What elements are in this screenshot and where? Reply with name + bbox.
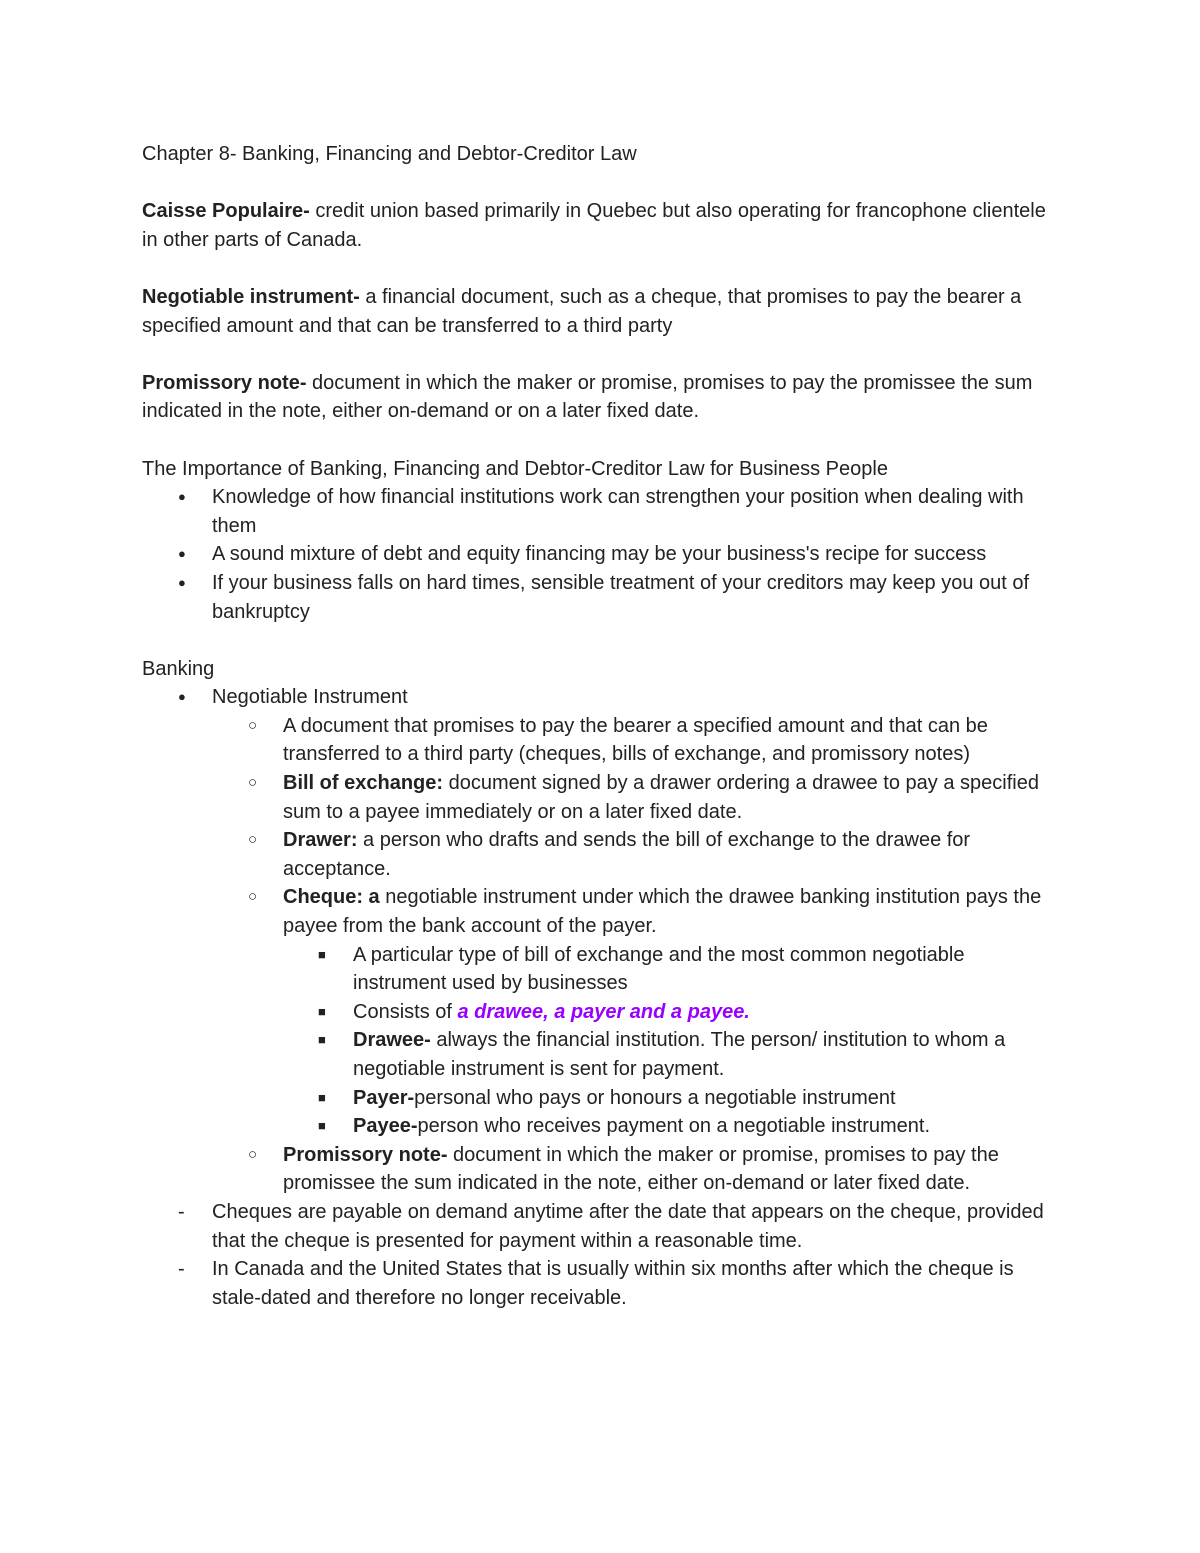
circle-bullet-icon: ○: [248, 1145, 258, 1163]
list-item: ■ Payer-personal who pays or honours a negotiable instrument: [142, 1084, 1062, 1113]
list-item: ○ Promissory note- document in which the maker or promise, promises to pay the promissee the sum indicated in the note, either on-demand or later fixed date.: [142, 1141, 1062, 1198]
list-item: ● Negotiable Instrument: [142, 683, 1062, 712]
list-item: ■ Payee-person who receives payment on a negotiable instrument.: [142, 1112, 1062, 1141]
disc-bullet-icon: ●: [178, 689, 186, 705]
square-bullet-icon: ■: [318, 946, 326, 962]
definition-text: document in which the maker or promise, promises to pay the promissee the sum indicated in the note, either on-demand or on a later fixed date.: [142, 371, 1033, 423]
highlighted-text: a drawee, a payer and a payee.: [457, 1000, 750, 1023]
definition-text: credit union based primarily in Quebec but also operating for francophone clientele in other parts of Canada.: [142, 200, 1046, 251]
circle-bullet-icon: ○: [248, 888, 258, 906]
disc-bullet-icon: ●: [178, 574, 186, 590]
list-item: - In Canada and the United States that is usually within six months after which the cheque is stale-dated and therefore no longer receivable.: [142, 1255, 1062, 1312]
list-item: ■ Consists of a drawee, a payer and a payee.: [142, 998, 1062, 1027]
square-bullet-icon: ■: [318, 1118, 326, 1134]
definition-negotiable-instrument: [142, 283, 1062, 340]
list-item: ● A sound mixture of debt and equity financing may be your business's recipe for success: [142, 540, 1062, 569]
square-bullet-icon: ■: [318, 1003, 326, 1019]
circle-bullet-icon: ○: [248, 774, 258, 792]
definition-promissory-note: [142, 369, 1062, 426]
list-item: ○ A document that promises to pay the bearer a specified amount and that can be transferred to a third party (cheques, bills of exchange, and promissory notes): [142, 712, 1062, 769]
list-item: ● If your business falls on hard times, sensible treatment of your creditors may keep you out of bankruptcy: [142, 569, 1062, 626]
list-item: ○ Drawer: a person who drafts and sends the bill of exchange to the drawee for acceptance.: [142, 826, 1062, 883]
disc-bullet-icon: ●: [178, 489, 186, 505]
list-item: ○ Bill of exchange: document signed by a drawer ordering a drawee to pay a specified sum to a payee immediately or on a later fixed date.: [142, 769, 1062, 826]
square-bullet-icon: ■: [318, 1089, 326, 1105]
disc-bullet-icon: ●: [178, 546, 186, 562]
importance-heading: The Importance of Banking, Financing and Debtor-Creditor Law for Business People: [142, 457, 888, 480]
dash-bullet-icon: -: [178, 1258, 185, 1281]
list-item: ■ Drawee- always the financial institution. The person/ institution to whom a negotiable instrument is sent for payment.: [142, 1026, 1062, 1083]
document-page: [142, 140, 1062, 1312]
circle-bullet-icon: ○: [248, 831, 258, 849]
list-item: ○ Cheque: a negotiable instrument under which the drawee banking institution pays the payee from the bank account of the payer.: [142, 883, 1062, 940]
dash-bullet-icon: -: [178, 1200, 185, 1223]
page-title: Chapter 8- Banking, Financing and Debtor-Creditor Law: [142, 143, 637, 165]
definition-text: a financial document, such as a cheque, that promises to pay the bearer a specified amount and that can be transferred to a third party: [142, 285, 1022, 337]
list-item: ● Knowledge of how financial institutions work can strengthen your position when dealing with them: [142, 483, 1062, 540]
list-item: - Cheques are payable on demand anytime after the date that appears on the cheque, provided that the cheque is presented for payment within a reasonable time.: [142, 1198, 1062, 1255]
banking-heading: Banking: [142, 657, 215, 680]
definition-term: Caisse Populaire-: [142, 200, 310, 223]
square-bullet-icon: ■: [318, 1032, 326, 1048]
definition-term: Negotiable instrument-: [142, 285, 360, 308]
list-item: ■ A particular type of bill of exchange and the most common negotiable instrument used by businesses: [142, 941, 1062, 998]
definition-term: Promissory note-: [142, 371, 307, 394]
circle-bullet-icon: ○: [248, 716, 258, 734]
definition-caisse-populaire: [142, 197, 1062, 254]
